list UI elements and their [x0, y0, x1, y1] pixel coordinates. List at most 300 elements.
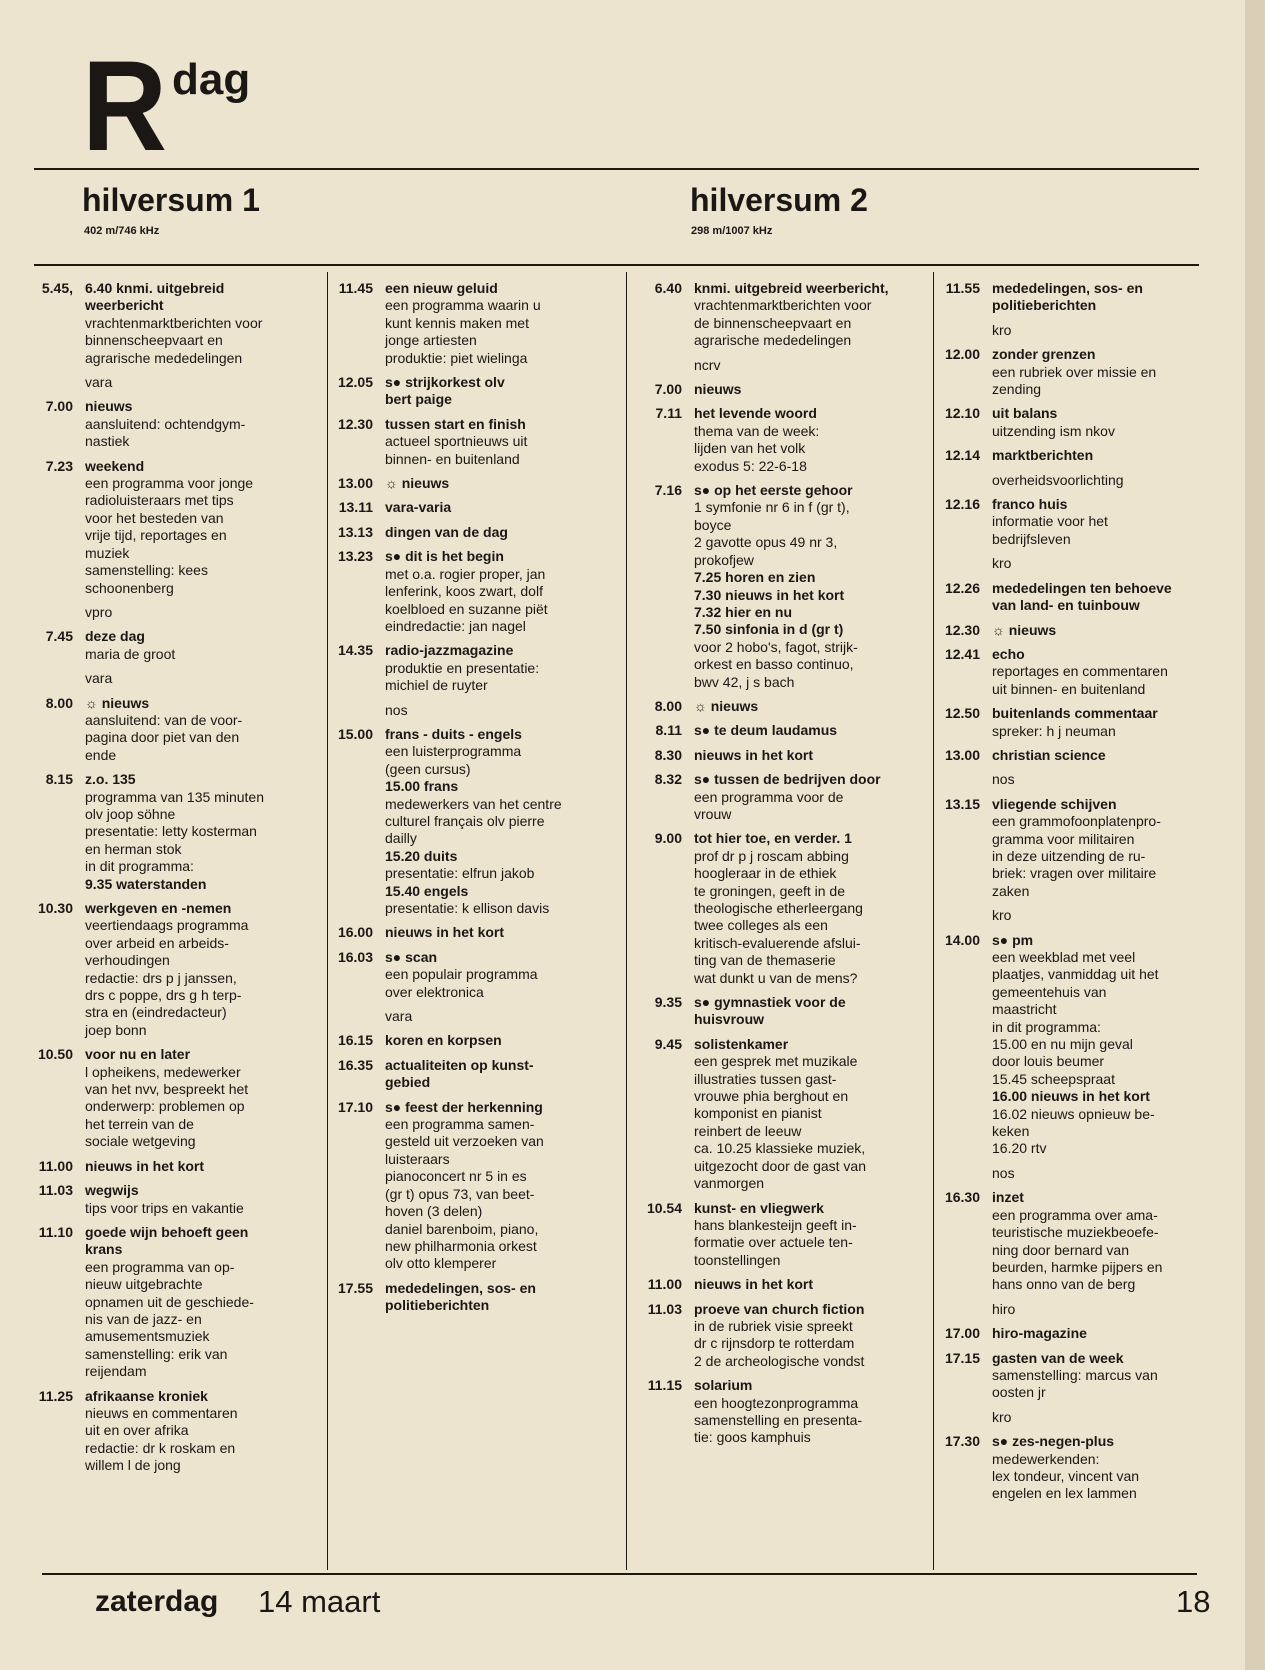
program-time: 12.41 [944, 645, 980, 662]
program-title-line: inzet [992, 1189, 1024, 1206]
program-entry [330, 1099, 626, 1273]
time-spacer [936, 907, 992, 924]
program-entry [936, 1189, 1241, 1293]
program-detail-line: samenstelling: kees [85, 562, 208, 579]
program-entry [28, 900, 324, 1039]
program-title-line: nieuws [85, 398, 133, 415]
program-title-line: z.o. 135 [85, 771, 136, 788]
program-detail-line: luisteraars [385, 1150, 450, 1167]
program-body [385, 642, 626, 694]
program-time: 17.30 [944, 1433, 980, 1450]
program-detail-line: redactie: drs p j janssen, [85, 969, 237, 986]
program-title-line: wegwijs [85, 1182, 139, 1199]
program-title-line: solarium [694, 1377, 753, 1394]
program-detail-line: theologische etherleergang [694, 900, 863, 916]
program-detail-line: lenferink, koos zwart, dolf [385, 583, 543, 600]
program-time: 11.00 [647, 1276, 682, 1293]
program-detail-line: vrouwe phia berghout en [694, 1088, 849, 1105]
program-body [694, 405, 932, 475]
program-body [992, 280, 1241, 315]
program-title-line: s● dit is het begin [385, 548, 504, 565]
time-spacer [330, 702, 385, 719]
program-detail-line: willem l de jong [85, 1457, 181, 1474]
program-title-line: 7.50 sinfonia in d (gr t) [694, 621, 844, 638]
program-entry [632, 280, 932, 350]
program-title-line: 16.00 nieuws in het kort [992, 1088, 1150, 1105]
program-detail-line: l opheikens, medewerker [85, 1063, 241, 1080]
program-detail-line: thema van de week: [694, 422, 820, 439]
broadcaster-name: kro [992, 907, 1012, 924]
broadcaster-label [936, 1301, 1241, 1318]
program-title-line: het levende woord [694, 405, 817, 422]
program-detail-line: in deze uitzending de ru- [992, 847, 1146, 864]
program-detail-line: in dit programma: [992, 1018, 1101, 1035]
program-detail-line: een luisterprogramma [385, 743, 522, 760]
program-detail-line: gesteld uit verzoeken van [385, 1133, 544, 1150]
program-time: 15.00 [337, 725, 373, 742]
program-detail-line: bwv 42, j s bach [694, 673, 795, 690]
time-spacer [936, 1409, 992, 1426]
broadcaster-name: ncrv [694, 356, 721, 373]
program-title-line: deze dag [85, 628, 145, 645]
program-detail-line: illustraties tussen gast- [694, 1070, 837, 1087]
program-detail-line: een populair programma [385, 966, 538, 983]
program-detail-line: het terrein van de [85, 1115, 194, 1132]
program-detail-line: een gesprek met muzikale [694, 1053, 858, 1070]
station-name-1: hilversum 1 [82, 182, 260, 218]
program-detail-line: een programma over ama- [992, 1206, 1158, 1223]
program-detail-line: prof dr p j roscam abbing [694, 847, 849, 864]
program-entry [936, 646, 1241, 698]
program-title-line: weekend [85, 457, 145, 474]
program-body [85, 1182, 324, 1217]
program-detail-line: olv joop söhne [85, 805, 176, 822]
column-divider-3 [933, 272, 934, 1570]
program-detail-line: presentatie: k ellison davis [385, 900, 550, 916]
program-detail-line: uit binnen- en buitenland [992, 680, 1146, 697]
program-time: 12.50 [944, 705, 980, 722]
program-body [85, 458, 324, 597]
program-title-line: goede wijn behoeft geen [85, 1223, 249, 1240]
program-title-line: knmi. uitgebreid weerbericht, [694, 280, 889, 296]
program-detail-line: boyce [694, 516, 732, 533]
program-time: 6.40 [654, 280, 682, 296]
broadcaster-label [936, 1165, 1241, 1182]
schedule-column-hilversum2-a [632, 280, 932, 1454]
program-time: 10.30 [37, 900, 73, 916]
program-title-line: s● strijkorkest olv [385, 374, 505, 391]
program-title-line: s● zes-negen-plus [992, 1433, 1115, 1450]
program-time: 16.15 [337, 1032, 373, 1049]
broadcaster-name: kro [992, 1408, 1012, 1425]
time-spacer [28, 604, 85, 621]
program-title-line: kunst- en vliegwerk [694, 1199, 824, 1216]
program-title-line: werkgeven en -nemen [85, 900, 232, 916]
program-time: 16.03 [337, 948, 373, 965]
program-entry [936, 405, 1241, 440]
program-entry [330, 280, 626, 367]
time-spacer [936, 771, 992, 788]
program-detail-line: produktie en presentatie: [385, 659, 540, 676]
program-time: 11.03 [38, 1182, 73, 1199]
program-time: 9.35 [654, 994, 682, 1011]
time-spacer [936, 1165, 992, 1182]
program-body [694, 1276, 932, 1293]
program-entry [28, 771, 324, 893]
program-detail-line: maastricht [992, 1001, 1057, 1018]
program-title-line: christian science [992, 746, 1106, 763]
broadcaster-name: vara [385, 1008, 413, 1025]
program-detail-line: briek: vragen over militaire [992, 865, 1157, 882]
program-entry [330, 1032, 626, 1049]
footer-day: zaterdag [95, 1585, 219, 1618]
program-title-line: s● gymnastiek voor de [694, 994, 846, 1011]
program-time: 13.00 [337, 475, 373, 492]
program-entry [28, 458, 324, 597]
program-detail-line: new philharmonia orkest [385, 1237, 537, 1254]
program-entry [28, 1046, 324, 1150]
program-detail-line: een rubriek over missie en [992, 363, 1157, 380]
program-time: 8.30 [654, 746, 682, 763]
broadcaster-name: nos [992, 1164, 1015, 1181]
program-detail-line: tie: goos kamphuis [694, 1429, 811, 1446]
schedule-column-hilversum1-a [28, 280, 324, 1482]
program-entry [28, 695, 324, 765]
program-detail-line: opnamen uit de geschiede- [85, 1293, 254, 1310]
program-detail-line: culturel français olv pierre [385, 812, 545, 829]
broadcaster-label [936, 322, 1241, 339]
program-entry [330, 416, 626, 468]
program-body [385, 548, 626, 635]
program-title-line: marktberichten [992, 447, 1094, 464]
program-detail-line: spreker: h j neuman [992, 722, 1116, 739]
program-detail-line: amusementsmuziek [85, 1328, 210, 1345]
program-body [85, 771, 324, 893]
program-entry [936, 1350, 1241, 1402]
program-title-line: mededelingen, sos- en [992, 280, 1143, 296]
program-detail-line: michiel de ruyter [385, 677, 488, 694]
program-body [992, 622, 1241, 639]
program-entry [936, 705, 1241, 740]
program-entry [28, 280, 324, 367]
program-title-line: mededelingen, sos- en [385, 1279, 536, 1296]
program-detail-line: programma van 135 minuten [85, 788, 264, 805]
program-detail-line: zaken [992, 882, 1030, 899]
program-time: 12.14 [944, 447, 980, 464]
page-number: 18 [1176, 1584, 1211, 1619]
program-time: 14.35 [337, 642, 373, 659]
program-detail-line: ting van de themaserie [694, 952, 836, 969]
broadcaster-label [936, 472, 1241, 489]
program-entry [936, 580, 1241, 615]
program-body [85, 695, 324, 765]
program-title-line: 7.30 nieuws in het kort [694, 586, 845, 603]
broadcaster-name: hiro [992, 1300, 1016, 1317]
program-body [85, 1046, 324, 1150]
program-detail-line: dr c rijnsdorp te rotterdam [694, 1335, 855, 1352]
program-detail-line: agrarische mededelingen [85, 349, 243, 366]
program-title-line: vliegende schijven [992, 795, 1117, 812]
program-title-line: van land- en tuinbouw [992, 597, 1140, 614]
program-detail-line: kunt kennis maken met [385, 314, 529, 331]
column-divider-1 [327, 272, 328, 1570]
section-word: dag [172, 55, 251, 104]
program-title-line: s● pm [992, 931, 1034, 948]
program-detail-line: voor 2 hobo's, fagot, strijk- [694, 638, 858, 655]
program-body [992, 932, 1241, 1158]
program-time: 17.10 [337, 1098, 373, 1115]
program-detail-line: orkest en basso continuo, [694, 656, 854, 673]
program-detail-line: medewerkenden: [992, 1450, 1100, 1467]
program-body [385, 475, 626, 492]
program-detail-line: een hoogtezonprogramma [694, 1394, 859, 1411]
program-detail-line: wat dunkt u van de mens? [694, 969, 858, 986]
program-title-line: voor nu en later [85, 1046, 191, 1063]
program-detail-line: pagina door piet van den [85, 729, 240, 746]
program-detail-line: dailly [385, 830, 417, 847]
program-detail-line: gramma voor militairen [992, 830, 1135, 847]
program-body [992, 496, 1241, 548]
time-spacer [28, 374, 85, 391]
program-time: 16.30 [944, 1189, 980, 1206]
program-time: 11.10 [38, 1223, 73, 1240]
program-title-line: ☼ nieuws [992, 621, 1057, 638]
program-entry [28, 1182, 324, 1217]
program-detail-line: over elektronica [385, 983, 484, 1000]
program-time: 12.26 [944, 579, 980, 596]
program-detail-line: over arbeid en arbeids- [85, 934, 229, 951]
program-entry [330, 475, 626, 492]
program-time: 13.11 [338, 499, 373, 516]
program-time: 8.32 [654, 771, 682, 788]
program-entry [632, 722, 932, 739]
program-detail-line: schoonenberg [85, 579, 174, 596]
program-detail-line: samenstelling: marcus van [992, 1366, 1158, 1383]
program-detail-line: samenstelling en presenta- [694, 1411, 863, 1428]
program-detail-line: toonstellingen [694, 1251, 781, 1268]
program-entry [936, 932, 1241, 1158]
program-detail-line: presentatie: elfrun jakob [385, 865, 535, 882]
program-entry [632, 698, 932, 715]
program-title-line: s● op het eerste gehoor [694, 482, 853, 499]
program-detail-line: in dit programma: [85, 858, 194, 875]
program-title-line: nieuws in het kort [385, 924, 505, 941]
program-body [385, 524, 626, 541]
program-detail-line: lijden van het volk [694, 440, 806, 457]
program-entry [632, 1036, 932, 1193]
time-spacer [936, 322, 992, 339]
broadcaster-name: kro [992, 555, 1012, 572]
program-body [694, 1036, 932, 1193]
program-entry [330, 924, 626, 941]
program-time: 10.50 [37, 1046, 73, 1063]
program-detail-line: aansluitend: ochtendgym- [85, 415, 246, 432]
program-detail-line: ning door bernard van [992, 1241, 1129, 1258]
program-detail-line: twee colleges als een [694, 917, 828, 934]
program-time: 12.00 [944, 346, 980, 363]
program-title-line: politieberichten [385, 1297, 490, 1314]
program-detail-line: kritisch-evaluerende afslui- [694, 934, 861, 951]
program-entry [28, 398, 324, 450]
program-detail-line: reportages en commentaren [992, 663, 1168, 680]
footer-date: 14 maart [258, 1584, 381, 1619]
program-detail-line: en herman stok [85, 840, 182, 857]
program-title-line: proeve van church fiction [694, 1300, 865, 1317]
program-entry [632, 994, 932, 1029]
program-detail-line: onderwerp: problemen op [85, 1098, 245, 1115]
program-detail-line: koelbloed en suzanne piët [385, 600, 548, 617]
program-time: 13.00 [944, 746, 980, 763]
program-title-line: koren en korpsen [385, 1032, 502, 1049]
program-time: 13.13 [337, 523, 373, 540]
program-title-line: zonder grenzen [992, 346, 1096, 363]
program-entry [330, 1057, 626, 1092]
program-title-line: actualiteiten op kunst- [385, 1056, 534, 1073]
program-detail-line: plaatjes, vanmiddag uit het [992, 966, 1159, 983]
program-time: 13.23 [337, 548, 373, 565]
program-detail-line: drs c poppe, drs g h terp- [85, 987, 242, 1004]
column-divider-2 [626, 272, 627, 1570]
program-body [385, 499, 626, 516]
program-detail-line: nieuws en commentaren [85, 1404, 238, 1421]
program-detail-line: jonge artiesten [385, 332, 477, 349]
program-body [992, 796, 1241, 900]
program-body [694, 698, 932, 715]
program-title-line: franco huis [992, 496, 1068, 513]
program-body [385, 949, 626, 1001]
schedule-top-rule [34, 264, 1199, 266]
program-detail-line: nieuw uitgebrachte [85, 1276, 203, 1293]
program-body [85, 628, 324, 663]
program-entry [632, 771, 932, 823]
program-title-line: tot hier toe, en verder. 1 [694, 830, 852, 847]
program-detail-line: komponist en pianist [694, 1105, 822, 1122]
program-title-line: s● feest der herkenning [385, 1098, 543, 1115]
program-detail-line: hans blankesteijn geeft in- [694, 1216, 857, 1233]
program-entry [936, 496, 1241, 548]
program-title-line: 6.40 knmi. uitgebreid [85, 280, 225, 296]
program-body [385, 726, 626, 917]
program-title-line: nieuws in het kort [694, 746, 814, 763]
program-detail-line: (gr t) opus 73, van beet- [385, 1185, 535, 1202]
program-body [992, 346, 1241, 398]
program-body [694, 381, 932, 398]
program-body [85, 398, 324, 450]
program-time: 7.16 [654, 482, 682, 499]
program-title-line: 9.35 waterstanden [85, 875, 207, 892]
program-detail-line: een weekblad met veel [992, 949, 1136, 965]
program-detail-line: uit en over afrika [85, 1422, 189, 1439]
program-entry [330, 726, 626, 917]
program-detail-line: eindredactie: jan nagel [385, 617, 526, 634]
program-detail-line: stra en (eindredacteur) [85, 1004, 227, 1021]
program-title-line: bert paige [385, 391, 452, 408]
program-title-line: tussen start en finish [385, 415, 526, 432]
program-body [694, 1377, 932, 1447]
program-time: 7.00 [45, 398, 73, 415]
program-body [992, 1189, 1241, 1293]
program-body [85, 900, 324, 1039]
program-detail-line: 2 gavotte opus 49 nr 3, [694, 534, 838, 551]
program-body [85, 1158, 324, 1175]
program-entry [936, 346, 1241, 398]
program-time: 11.03 [647, 1300, 682, 1317]
program-time: 14.00 [944, 931, 980, 948]
broadcaster-label [28, 604, 324, 621]
program-body [385, 1280, 626, 1315]
program-detail-line: olv otto klemperer [385, 1255, 497, 1272]
program-detail-line: binnenscheepvaart en [85, 332, 223, 349]
program-body [992, 747, 1241, 764]
program-body [992, 405, 1241, 440]
program-entry [936, 622, 1241, 639]
program-entry [632, 405, 932, 475]
program-title-line: nieuws in het kort [694, 1276, 814, 1293]
time-spacer [330, 1008, 385, 1025]
program-title-line: ☼ nieuws [385, 475, 450, 492]
program-title-line: frans - duits - engels [385, 725, 522, 742]
program-body [385, 374, 626, 409]
program-entry [632, 381, 932, 398]
program-title-line: vara-varia [385, 499, 452, 516]
program-title-line: radio-jazzmagazine [385, 642, 514, 659]
program-entry [936, 796, 1241, 900]
program-title-line: weerbericht [85, 297, 164, 314]
program-detail-line: pianoconcert nr 5 in es [385, 1168, 527, 1185]
program-time: 9.45 [654, 1035, 682, 1052]
program-title-line: krans [85, 1241, 123, 1258]
program-detail-line: vrachtenmarktberichten voor [85, 314, 263, 331]
program-time: 11.45 [338, 280, 373, 296]
program-title-line: 15.40 engels [385, 882, 469, 899]
program-detail-line: keken [992, 1123, 1030, 1140]
program-body [992, 1433, 1241, 1503]
program-entry [632, 1301, 932, 1371]
program-detail-line: agrarische mededelingen [694, 332, 852, 349]
time-spacer [936, 472, 992, 489]
program-body [992, 580, 1241, 615]
program-time: 8.00 [45, 694, 73, 711]
program-detail-line: teuristische muziekbeoefe- [992, 1224, 1159, 1241]
program-body [694, 280, 932, 350]
program-detail-line: hans onno van de berg [992, 1276, 1136, 1293]
program-detail-line: te groningen, geeft in de [694, 882, 846, 899]
program-entry [330, 374, 626, 409]
program-body [385, 1057, 626, 1092]
program-title-line: 15.20 duits [385, 847, 458, 864]
program-detail-line: een grammofoonplatenpro- [992, 813, 1161, 830]
program-detail-line: daniel barenboim, piano, [385, 1220, 539, 1237]
broadcaster-name: nos [992, 771, 1015, 788]
program-title-line: ☼ nieuws [694, 697, 759, 714]
program-title-line: huisvrouw [694, 1011, 765, 1028]
program-time: 7.23 [45, 457, 73, 474]
program-body [992, 447, 1241, 464]
program-entry [632, 482, 932, 691]
program-body [385, 280, 626, 367]
program-time: 8.11 [655, 722, 682, 739]
program-entry [330, 548, 626, 635]
program-detail-line: 16.20 rtv [992, 1140, 1047, 1157]
broadcaster-name: nos [385, 701, 408, 718]
program-title-line: nieuws in het kort [85, 1157, 205, 1174]
program-detail-line: prokofjew [694, 551, 754, 568]
program-time: 16.00 [337, 924, 373, 941]
station-freq-2: 298 m/1007 kHz [691, 225, 773, 237]
program-detail-line: samenstelling: erik van [85, 1345, 228, 1362]
program-detail-line: medewerkers van het centre [385, 795, 562, 812]
program-body [694, 482, 932, 691]
